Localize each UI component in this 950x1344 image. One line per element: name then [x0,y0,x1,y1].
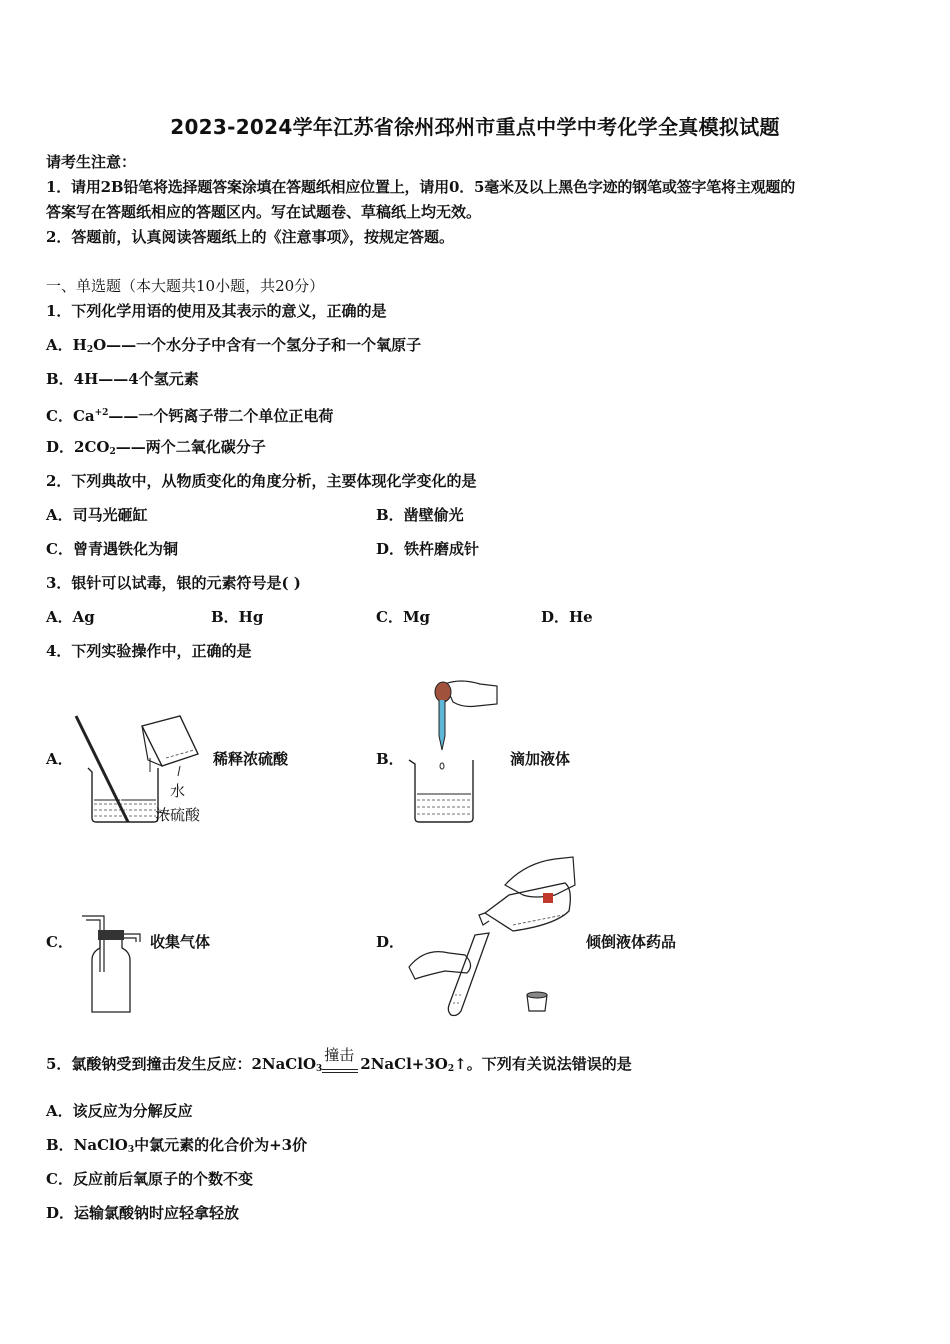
question-4-option-d-letter: D． [376,933,405,951]
label-concentrated-acid: 浓硫酸 [155,806,201,824]
pouring-liquid-illustration [405,855,585,1025]
page-title: 2023-2024学年江苏省徐州邳州市重点中学中考化学全真模拟试题 [170,115,780,139]
question-4-option-a-text: 稀释浓硫酸 [213,750,289,768]
question-2-option-d: D．铁杵磨成针 [376,540,480,558]
question-4-option-b-letter: B． [376,750,404,768]
question-3-stem: 3．银针可以试毒，银的元素符号是( ) [46,574,301,592]
question-3-option-a: A．Ag [46,608,95,626]
question-1-option-a: A．$H_2O——$一个水分子中含有一个氢分子和一个氧原子 [46,336,422,355]
question-5-option-a: A．该反应为分解反应 [46,1102,193,1120]
notice-item-2: 2．答题前，认真阅读答题纸上的《注意事项》，按规定答题。 [46,228,454,246]
question-3-option-d: D．He [541,608,593,626]
notice-heading: 请考生注意： [46,153,137,171]
question-3-option-c: C．Mg [376,608,431,626]
notice-item-1-line-1: 1．请用2B铅笔将选择题答案涂填在答题纸相应位置上，请用0．5毫米及以上黑色字迹的钢笔或签字笔将主观题的 [46,178,796,196]
reaction-condition: 撞击 [322,1059,360,1079]
question-2-stem: 2．下列典故中，从物质变化的角度分析，主要体现化学变化的是 [46,472,477,490]
question-5-option-c: C．反应前后氧原子的个数不变 [46,1170,253,1188]
notice-item-1-line-2: 答案写在答题纸相应的答题区内。写在试题卷、草稿纸上均无效。 [46,203,482,221]
question-1-option-b: B．4H——4个氢元素 [46,370,199,388]
question-2-option-b: B．凿壁偷光 [376,506,464,524]
question-5-stem: 5．氯酸钠受到撞击发生反应：2NaClO$_3$ 撞击 $2NaCl+3O_2↑$。下列有关说法错误的是 [46,1054,632,1079]
dropper-illustration [405,676,505,831]
question-4-option-c-letter: C． [46,933,73,951]
question-1-option-c: C．$Ca^{+2}——$一个钙离子带二个单位正电荷 [46,407,334,425]
question-4-option-d-text: 倾倒液体药品 [586,933,677,951]
question-3-option-b: B．Hg [211,608,264,626]
question-2-option-c: C．曾青遇铁化为铜 [46,540,178,558]
question-4-option-c-text: 收集气体 [150,933,211,951]
section-heading: 一、单选题（本大题共10小题，共20分） [46,277,325,295]
gas-bottle-illustration [80,912,150,1017]
question-1-stem: 1．下列化学用语的使用及其表示的意义，正确的是 [46,302,387,320]
question-4-option-b-text: 滴加液体 [510,750,571,768]
question-2-option-a: A．司马光砸缸 [46,506,148,524]
question-5-option-d: D．运输氯酸钠时应轻拿轻放 [46,1204,240,1222]
question-4-stem: 4．下列实验操作中，正确的是 [46,642,252,660]
question-5-option-b: B．NaClO$_3$中氯元素的化合价为+3价 [46,1136,308,1155]
question-1-option-d: D．$2CO_2——$两个二氧化碳分子 [46,438,266,457]
question-4-option-a-letter: A． [46,750,73,768]
label-water: 水 [170,782,186,800]
